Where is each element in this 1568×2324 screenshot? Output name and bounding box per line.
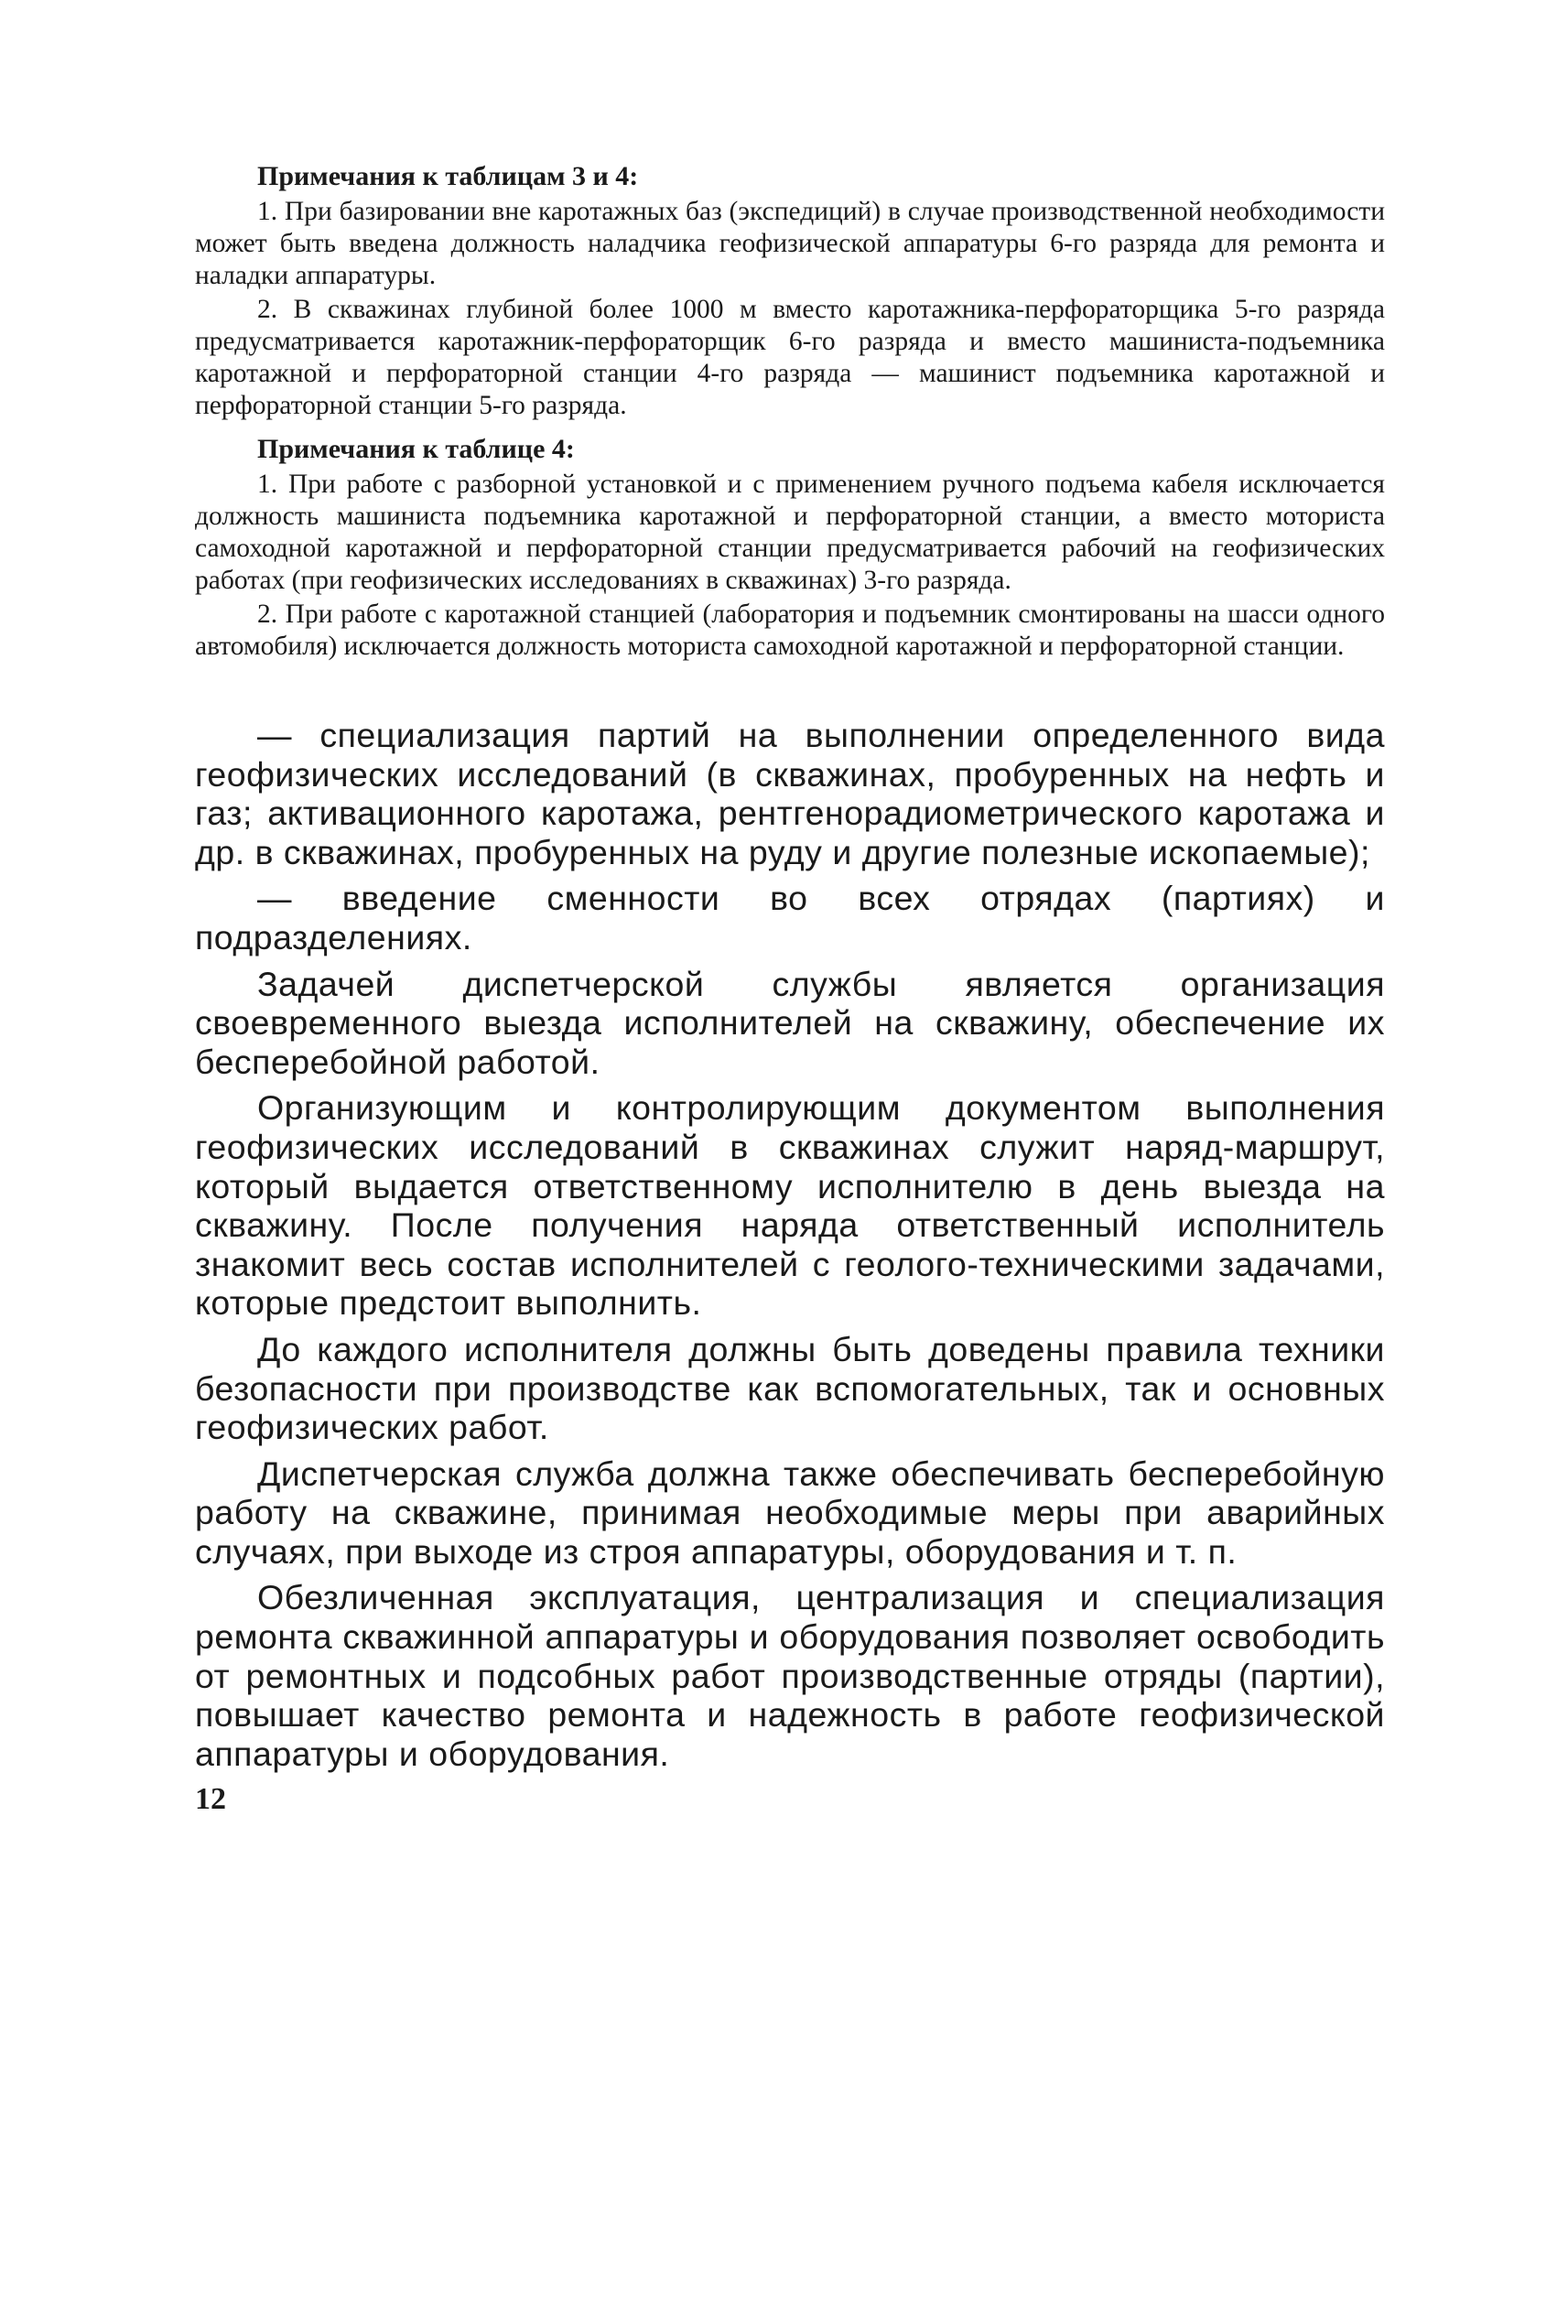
body-paragraph: — введение сменности во всех отрядах (партиях) и подразделениях.: [195, 879, 1385, 957]
body-paragraph: Обезличенная эксплуатация, централизация и специализация ремонта скважинной аппаратуры и оборудования позволяет освободить от ремонтных и подсобных работ производственные отряды (партии), повышает качество ремонта и надежность в работе геофизической аппаратуры и оборудования.: [195, 1578, 1385, 1773]
book-page: [195, 160, 1385, 1817]
note-item: 1. При базировании вне каротажных баз (экспедиций) в случае производственной необходимости может быть введена должность наладчика геофизической аппаратуры 6-го разряда для ремонта и наладки аппаратуры.: [195, 197, 1385, 290]
body-paragraph: До каждого исполнителя должны быть доведены правила техники безопасности при производстве как вспомогательных, так и основных геофизических работ.: [195, 1329, 1385, 1447]
body-paragraph: Организующим и контролирующим документом выполнения геофизических исследований в скважинах служит наряд-маршрут, который выдается ответственному исполнителю в день выезда на скважину. После получения наряда ответственный исполнитель знакомит весь состав исполнителей с геолого-техническими задачами, которые предстоит выполнить.: [195, 1088, 1385, 1323]
notes-heading: Примечания к таблице 4:: [257, 434, 575, 464]
body-paragraph: — специализация партий на выполнении определенного вида геофизических исследований (в скважинах, пробуренных на нефть и газ; активационного каротажа, рентгенорадиометрического каротажа и др. в скважинах, пробуренных на руду и другие полезные ископаемые);: [195, 716, 1385, 871]
notes-table-4: [195, 433, 1385, 663]
page-number: 12: [195, 1782, 226, 1817]
note-item: 2. При работе с каротажной станцией (лаборатория и подъемник смонтированы на шасси одного автомобиля) исключается должность моториста самоходной каротажной и перфораторной станции.: [195, 600, 1385, 661]
notes-tables-3-4: [195, 160, 1385, 422]
body-paragraph: Задачей диспетчерской службы является организация своевременного выезда исполнителей на скважину, обеспечение их бесперебойной работой.: [195, 964, 1385, 1081]
notes-heading: Примечания к таблицам 3 и 4:: [257, 161, 639, 191]
body-paragraph: Диспетчерская служба должна также обеспечивать бесперебойную работу на скважине, принимая необходимые меры при аварийных случаях, при выходе из строя аппаратуры, оборудования и т. п.: [195, 1454, 1385, 1571]
note-item: 1. При работе с разборной установкой и с применением ручного подъема кабеля исключается должность машиниста подъемника каротажной и перфораторной станции, а вместо моториста самоходной каротажной и перфораторной станции предусматривается рабочий на геофизических работах (при геофизических исследованиях в скважинах) 3-го разряда.: [195, 470, 1385, 595]
note-item: 2. В скважинах глубиной более 1000 м вместо каротажника-перфораторщика 5-го разряда предусматривается каротажник-перфораторщик 6-го разряда и вместо машиниста-подъемника каротажной и перфораторной станции 4-го разряда — машинист подъемника каротажной и перфораторной станции 5-го разряда.: [195, 295, 1385, 420]
body-text: [195, 716, 1385, 1773]
